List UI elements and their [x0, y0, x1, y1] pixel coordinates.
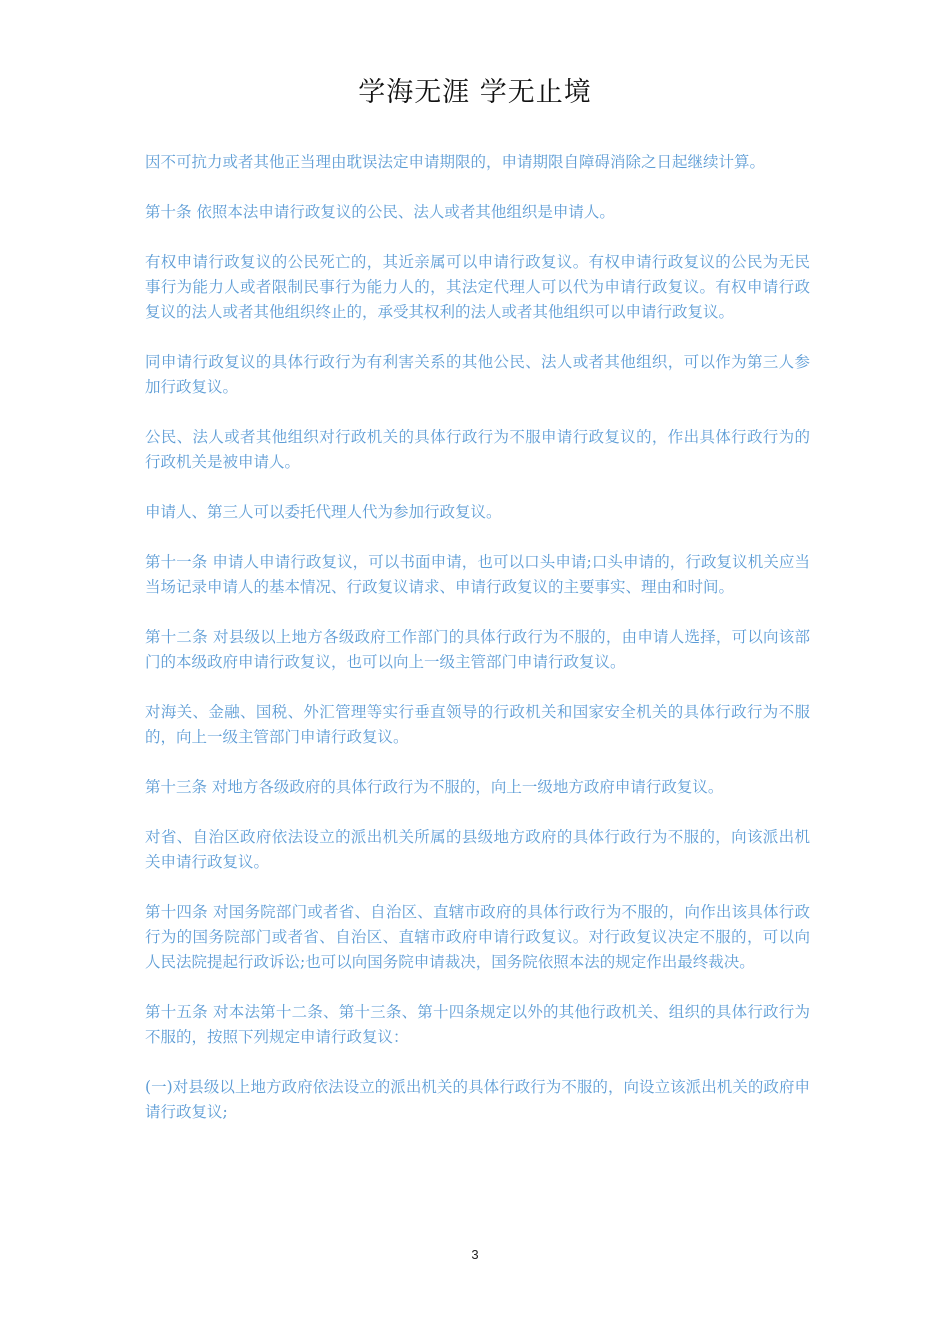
paragraph: 对海关、金融、国税、外汇管理等实行垂直领导的行政机关和国家安全机关的具体行政行为不服的，向上一级主管部门申请行政复议。: [145, 703, 810, 746]
paragraph: 第十一条 申请人申请行政复议，可以书面申请，也可以口头申请;口头申请的，行政复议机关应当当场记录申请人的基本情况、行政复议请求、申请行政复议的主要事实、理由和时间。: [145, 553, 810, 596]
paragraph: (一)对县级以上地方政府依法设立的派出机关的具体行政行为不服的，向设立该派出机关的政府申请行政复议;: [145, 1078, 810, 1121]
paragraph: 因不可抗力或者其他正当理由耽误法定申请期限的，申请期限自障碍消除之日起继续计算。: [145, 153, 766, 171]
paragraph: 第十条 依照本法申请行政复议的公民、法人或者其他组织是申请人。: [145, 203, 615, 221]
paragraph: 第十四条 对国务院部门或者省、自治区、直辖市政府的具体行政行为不服的，向作出该具体行政行为的国务院部门或者省、自治区、直辖市政府申请行政复议。对行政复议决定不服的，可以向人民法院提起行政诉讼;也可以向国务院申请裁决，国务院依照本法的规定作出最终裁决。: [145, 903, 810, 971]
paragraph: 第十五条 对本法第十二条、第十三条、第十四条规定以外的其他行政机关、组织的具体行政行为不服的，按照下列规定申请行政复议：: [145, 1003, 810, 1046]
page-header-title: 学海无涯 学无止境: [358, 77, 592, 108]
page-number: 3: [471, 1247, 479, 1262]
paragraph: 有权申请行政复议的公民死亡的，其近亲属可以申请行政复议。有权申请行政复议的公民为无民事行为能力人或者限制民事行为能力人的，其法定代理人可以代为申请行政复议。有权申请行政复议的法人或者其他组织终止的，承受其权利的法人或者其他组织可以申请行政复议。: [145, 253, 810, 321]
paragraph: 申请人、第三人可以委托代理人代为参加行政复议。: [145, 503, 502, 521]
paragraph: 对省、自治区政府依法设立的派出机关所属的县级地方政府的具体行政行为不服的，向该派出机关申请行政复议。: [145, 828, 810, 871]
paragraph: 第十二条 对县级以上地方各级政府工作部门的具体行政行为不服的，由申请人选择，可以向该部门的本级政府申请行政复议，也可以向上一级主管部门申请行政复议。: [145, 628, 810, 671]
document-body: [145, 150, 810, 1150]
paragraph: 第十三条 对地方各级政府的具体行政行为不服的，向上一级地方政府申请行政复议。: [145, 778, 724, 796]
paragraph: 同申请行政复议的具体行政行为有利害关系的其他公民、法人或者其他组织，可以作为第三人参加行政复议。: [145, 353, 810, 396]
paragraph: 公民、法人或者其他组织对行政机关的具体行政行为不服申请行政复议的，作出具体行政行为的行政机关是被申请人。: [145, 428, 810, 471]
